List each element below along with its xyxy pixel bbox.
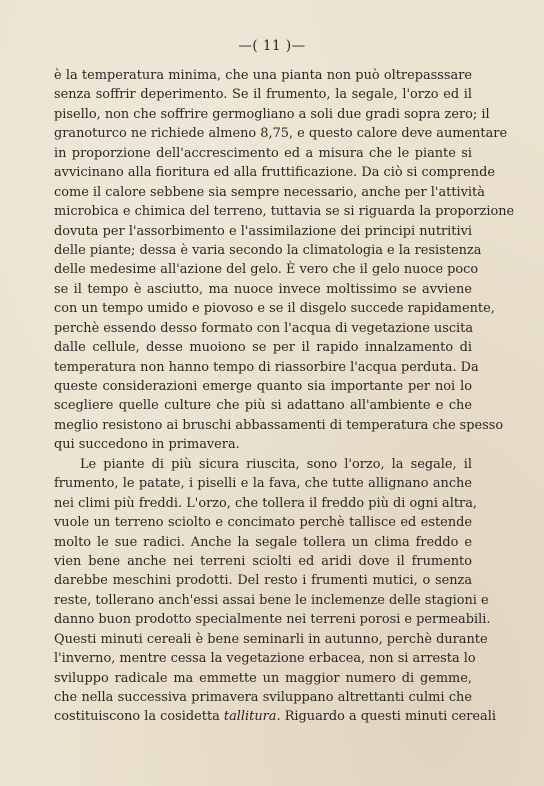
text-line: granoturco ne richiede almeno 8,75, e questo calore deve aumentare (54, 126, 508, 142)
text-line: è la temperatura minima, che una pianta non può oltrepasssare (54, 68, 472, 83)
paragraph-end-line: qui succedono in primavera. (54, 437, 240, 453)
body-text (54, 66, 515, 727)
final-text-line (54, 707, 496, 726)
text-line: nei climi più freddi. L'orzo, che tollera il freddo più di ogni altra, (54, 495, 477, 511)
text-line: pisello, non che soffrire germogliano a soli due gradi sopra zero; il (54, 106, 490, 122)
text-line: dalle cellule, desse muoiono se per il rapido innalzamento di (54, 340, 472, 356)
paragraph-start-line: Le piante di più sicura riuscita, sono l'orzo, la segale, il (80, 456, 472, 472)
text-line: vien bene anche nei terreni sciolti ed aridi dove il frumento (54, 553, 472, 569)
final-line-before: costituiscono la cosidetta (54, 709, 224, 725)
text-line: queste considerazioni emerge quanto sia importante per noi lo (54, 379, 472, 394)
text-line: senza soffrir deperimento. Se il frumento, la segale, l'orzo ed il (54, 87, 472, 103)
text-line: molto le sue radici. Anche la segale tollera un clima freddo e (54, 534, 472, 550)
text-line: delle medesime all'azione del gelo. È vero che il gelo nuoce poco (54, 262, 479, 278)
text-line: come il calore sebbene sia sempre necessario, anche per l'attività (54, 184, 485, 200)
text-line: dovuta per l'assorbimento e l'assimilazione dei principi nutritivi (54, 223, 472, 239)
italic-term: tallitura (223, 709, 277, 725)
text-line: temperatura non hanno tempo di riassorbire l'acqua perduta. Da (54, 359, 479, 375)
text-line: vuole un terreno sciolto e concimato perchè tallisce ed estende (54, 515, 472, 531)
text-line: l'inverno, mentre cessa la vegetazione erbacea, non si arresta lo (54, 651, 476, 667)
text-line: perchè essendo desso formato con l'acqua di vegetazione uscita (54, 320, 474, 336)
text-line: con un tempo umido e piovoso e se il disgelo succede rapidamente, (54, 301, 495, 317)
text-line: se il tempo è asciutto, ma nuoce invece moltissimo se avviene (54, 281, 472, 297)
text-line: meglio resistono ai bruschi abbassamenti di temperatura che spesso (54, 417, 504, 433)
page-number: —( 11 )— (238, 38, 306, 54)
text-line: darebbe meschini prodotti. Del resto i frumenti mutici, o senza (54, 573, 472, 589)
text-line: scegliere quelle culture che più si adattano all'ambiente e che (54, 398, 472, 414)
text-line: che nella successiva primavera sviluppano altrettanti culmi che (54, 690, 472, 705)
text-line: microbica e chimica del terreno, tuttavia se si riguarda la proporzione (54, 204, 515, 220)
text-line: frumento, le patate, i piselli e la fava, che tutte allignano anche (54, 476, 472, 492)
text-line: avvicinano alla fioritura ed alla fruttificazione. Da ciò si comprende (54, 165, 495, 181)
text-line: delle piante; dessa è varia secondo la climatologia e la resistenza (54, 242, 482, 258)
text-line: Questi minuti cereali è bene seminarli in autunno, perchè durante (54, 631, 488, 647)
text-line: in proporzione dell'accrescimento ed a misura che le piante si (54, 145, 472, 161)
final-line-after: . Riguardo a questi minuti cereali (276, 709, 496, 725)
text-line: reste, tollerano anch'essi assai bene le inclemenze delle stagioni e (54, 592, 489, 608)
text-line: danno buon prodotto specialmente nei terreni porosi e permeabili. (54, 612, 491, 628)
text-line: sviluppo radicale ma emmette un maggior numero di gemme, (54, 670, 472, 686)
